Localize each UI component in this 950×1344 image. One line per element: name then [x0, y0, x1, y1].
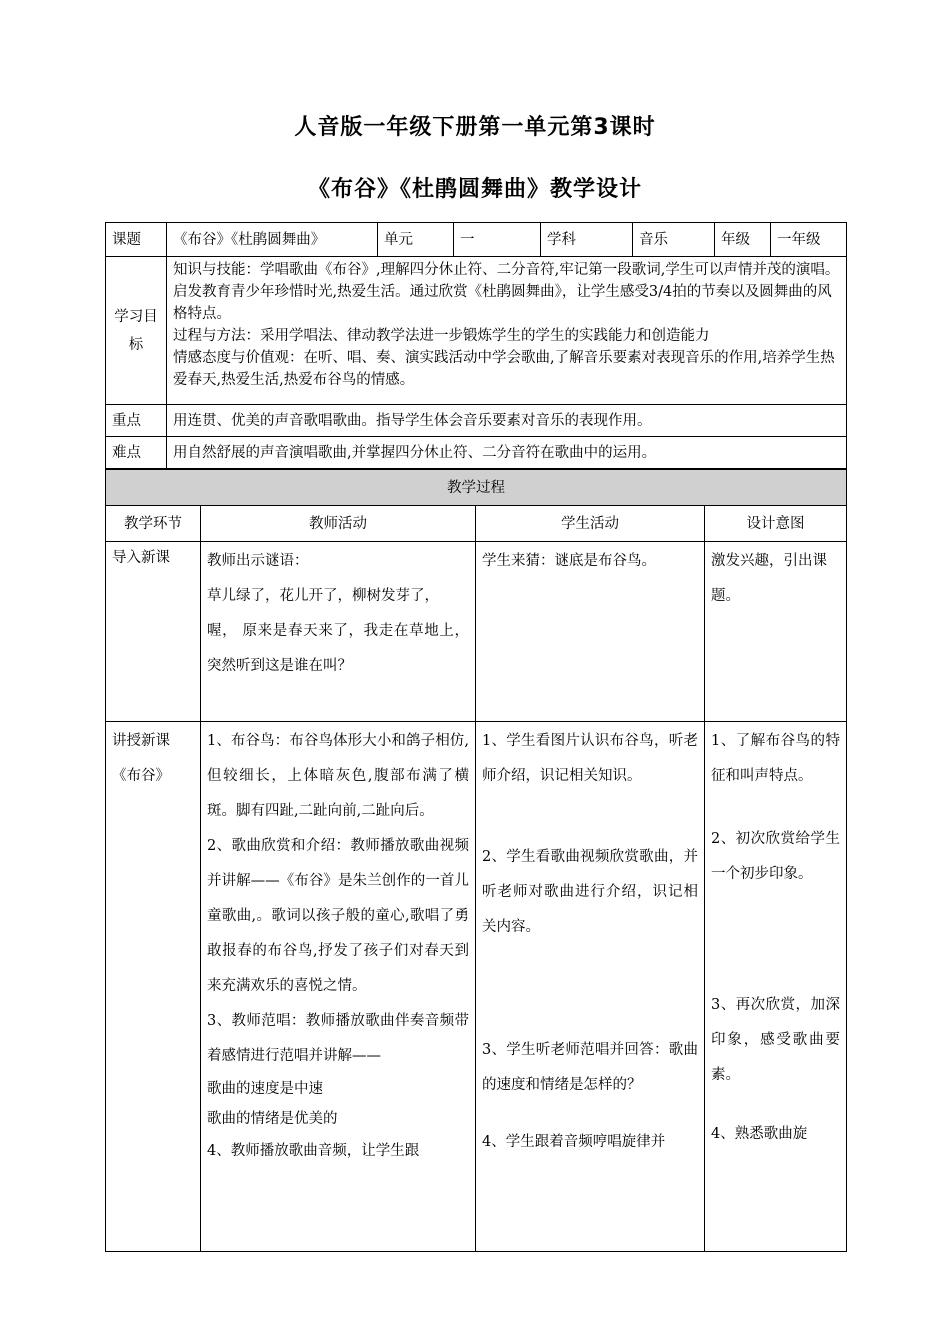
intent-step-2: 2、初次欣赏给学生一个初步印象。 — [711, 831, 840, 882]
process-table — [105, 469, 847, 1252]
intent-step-4: 4、熟悉歌曲旋 — [711, 1126, 808, 1142]
stage-new-lesson-text: 讲授新课《布谷》 — [112, 733, 170, 784]
col-teacher: 教师活动 — [201, 506, 476, 542]
col-stage: 教学环节 — [106, 506, 201, 542]
unit-value: 一 — [454, 223, 541, 257]
intent-step-3: 3、再次欣赏，加深印象，感受歌曲要素。 — [711, 997, 840, 1083]
student-intro — [476, 542, 705, 722]
intent-intro — [705, 542, 847, 722]
process-heading: 教学过程 — [106, 470, 847, 506]
student-intro-line: 学生来猜：谜底是布谷鸟。 — [482, 553, 656, 569]
key-point-label: 重点 — [106, 405, 167, 437]
student-step-1: 1、学生看图片认识布谷鸟，听老师介绍，识记相关知识。 — [482, 733, 698, 784]
goals-text — [167, 257, 847, 405]
col-student: 学生活动 — [476, 506, 705, 542]
subject-label: 学科 — [541, 223, 633, 257]
stage-new-lesson — [106, 722, 201, 1252]
grade-label: 年级 — [715, 223, 771, 257]
teacher-intro — [201, 542, 476, 722]
unit-label: 单元 — [378, 223, 454, 257]
goals-label: 学习目标 — [106, 257, 167, 405]
teacher-step-2: 2、歌曲欣赏和介绍：教师播放歌曲视频并讲解——《布谷》是朱兰创作的一首儿童歌曲,。歌词以孩子般的童心,歌唱了勇敢报春的布谷鸟,抒发了孩子们对春天到来充满欢乐的喜悦之情。 — [207, 838, 469, 994]
student-step-3: 3、学生听老师范唱并回答：歌曲的速度和情绪是怎样的？ — [482, 1042, 698, 1093]
course-label: 课题 — [106, 223, 167, 257]
intent-step-1: 1、了解布谷鸟的特征和叫声特点。 — [711, 733, 840, 784]
key-point-text: 用连贯、优美的声音歌唱歌曲。指导学生体会音乐要素对音乐的表现作用。 — [167, 405, 847, 437]
student-lesson — [476, 722, 705, 1252]
difficulty-text: 用自然舒展的声音演唱歌曲,并掌握四分休止符、二分音符在歌曲中的运用。 — [167, 437, 847, 469]
document-title-line1: 人音版一年级下册第一单元第3课时 — [294, 115, 656, 140]
col-intent: 设计意图 — [705, 506, 847, 542]
goal-emotion: 情感态度与价值观：在听、唱、奏、演实践活动中学会歌曲,了解音乐要素对表现音乐的作用,培养学生热爱春天,热爱生活,热爱布谷鸟的情感。 — [173, 350, 835, 388]
goal-knowledge: 知识与技能：学唱歌曲《布谷》,理解四分休止符、二分音符,牢记第一段歌词,学生可以声情并茂的演唱。启发教育青少年珍惜时光,热爱生活。通过欣赏《杜鹃圆舞曲》，让学生感受3/4拍的节奏以及圆舞曲的风格特点。 — [173, 262, 840, 322]
teacher-step-1: 1、布谷鸟：布谷鸟体形大小和鸽子相仿,但较细长，上体暗灰色,腹部布满了横斑。脚有四趾,二趾向前,二趾向后。 — [207, 733, 469, 819]
teacher-step-3-mood: 歌曲的情绪是优美的 — [207, 1111, 338, 1127]
subject-value: 音乐 — [633, 223, 715, 257]
student-step-2: 2、学生看歌曲视频欣赏歌曲，并听老师对歌曲进行介绍，识记相关内容。 — [482, 849, 698, 935]
intent-intro-line: 激发兴趣，引出课题。 — [711, 553, 827, 604]
teacher-step-4: 4、教师播放歌曲音频，让学生跟 — [207, 1143, 420, 1159]
document-title-line2: 《布谷》《杜鹃圆舞曲》教学设计 — [307, 177, 642, 202]
info-table — [105, 222, 847, 469]
intent-lesson — [705, 722, 847, 1252]
teacher-step-3: 3、教师范唱：教师播放歌曲伴奏音频带着感情进行范唱并讲解—— — [207, 1013, 469, 1064]
teacher-lesson — [201, 722, 476, 1252]
difficulty-label: 难点 — [106, 437, 167, 469]
teacher-intro-line: 喔， 原来是春天来了，我走在草地上，突然听到这是谁在叫？ — [207, 623, 469, 674]
teacher-step-3-speed: 歌曲的速度是中速 — [207, 1081, 323, 1097]
teacher-intro-line: 教师出示谜语： — [207, 553, 309, 569]
goal-process: 过程与方法：采用学唱法、律动教学法进一步锻炼学生的学生的实践能力和创造能力 — [173, 328, 710, 344]
course-value: 《布谷》《杜鹃圆舞曲》 — [167, 223, 378, 257]
teacher-intro-line: 草儿绿了，花儿开了，柳树发芽了， — [207, 588, 439, 604]
stage-intro: 导入新课 — [106, 542, 201, 722]
grade-value: 一年级 — [771, 223, 847, 257]
student-step-4: 4、学生跟着音频哼唱旋律并 — [482, 1134, 666, 1150]
